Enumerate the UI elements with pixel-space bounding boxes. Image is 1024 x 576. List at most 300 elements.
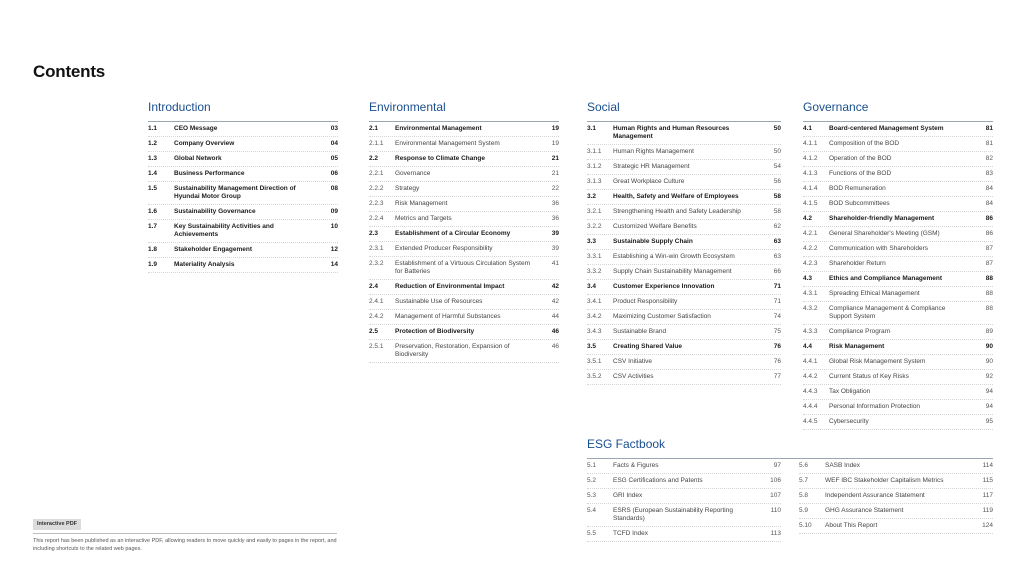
- toc-entry-number: 2.4: [369, 283, 379, 290]
- toc-entry[interactable]: [803, 197, 993, 212]
- toc-entry[interactable]: [587, 280, 781, 295]
- toc-entry-number: 1.5: [148, 185, 158, 192]
- toc-entry-page: 77: [773, 373, 781, 380]
- divider: [33, 533, 337, 534]
- interactive-pdf-text: This report has been published as an interactive PDF, allowing readers to move quickly and easily to pages in the report, and including shortcuts to the related web pages.: [33, 538, 337, 552]
- toc-entry-label: Functions of the BOD: [829, 170, 892, 177]
- toc-entry-page: 42: [551, 298, 559, 305]
- toc-entry-label: CSV Activities: [613, 373, 654, 380]
- toc-entry-number: 5.3: [587, 492, 597, 499]
- toc-entry-number: 1.7: [148, 223, 158, 230]
- toc-entry-page: 58: [773, 208, 781, 215]
- toc-entry[interactable]: [803, 272, 993, 287]
- toc-entry-label: TCFD Index: [613, 530, 649, 537]
- toc-entry[interactable]: [587, 250, 781, 265]
- toc-entry[interactable]: [369, 325, 559, 340]
- toc-entry[interactable]: [803, 340, 993, 355]
- toc-entry-label: Risk Management: [829, 343, 885, 350]
- toc-entry-page: 08: [330, 185, 338, 192]
- toc-entry-label: Global Network: [174, 155, 222, 162]
- toc-entry-label: Shareholder-friendly Management: [829, 215, 935, 222]
- toc-entry[interactable]: [369, 137, 559, 152]
- toc-entry-number: 4.2.1: [803, 230, 818, 237]
- toc-entry-page: 88: [985, 275, 993, 282]
- toc-entry-page: 09: [330, 208, 338, 215]
- toc-entry[interactable]: [148, 167, 338, 182]
- toc-entry-page: 119: [982, 507, 993, 514]
- toc-entry-label: Sustainability Management Direction of Hyundai Motor Group: [174, 185, 296, 200]
- social-section: [587, 100, 781, 385]
- toc-entry[interactable]: [369, 212, 559, 227]
- toc-entry[interactable]: [587, 527, 781, 542]
- toc-entry-page: 114: [982, 462, 993, 469]
- toc-entry-label: Establishment of a Virtuous Circulation System for Batteries: [395, 260, 530, 275]
- toc-entry-number: 3.4.3: [587, 328, 602, 335]
- toc-entry[interactable]: [587, 504, 781, 527]
- toc-entry-label: BOD Remuneration: [829, 185, 886, 192]
- introduction-heading: Introduction: [148, 100, 338, 122]
- toc-entry-page: 54: [773, 163, 781, 170]
- toc-entry-label: Strengthening Health and Safety Leadership: [613, 208, 741, 215]
- toc-entry-label: Reduction of Environmental Impact: [395, 283, 505, 290]
- toc-entry-page: 39: [551, 245, 559, 252]
- toc-entry-label: Tax Obligation: [829, 388, 871, 395]
- toc-entry[interactable]: [148, 258, 338, 273]
- toc-entry-number: 4.4.1: [803, 358, 818, 365]
- toc-entry-label: Establishment of a Circular Economy: [395, 230, 511, 237]
- toc-entry[interactable]: [369, 197, 559, 212]
- toc-entry[interactable]: [587, 160, 781, 175]
- esg-factbook-columns: [587, 459, 993, 542]
- toc-entry-page: 14: [330, 261, 338, 268]
- toc-entry-page: 21: [551, 155, 559, 162]
- toc-entry[interactable]: [799, 519, 993, 534]
- toc-entry[interactable]: [799, 504, 993, 519]
- toc-entry[interactable]: [587, 205, 781, 220]
- toc-entry-page: 90: [985, 358, 993, 365]
- toc-entry-label: Sustainability Governance: [174, 208, 256, 215]
- toc-entry-label: Company Overview: [174, 140, 235, 147]
- toc-entry-label: Cybersecurity: [829, 418, 869, 425]
- toc-entry-number: 5.5: [587, 530, 597, 537]
- toc-entry-number: 3.5: [587, 343, 597, 350]
- social-heading: Social: [587, 100, 781, 122]
- toc-entry-page: 86: [985, 215, 993, 222]
- toc-entry-number: 3.4.1: [587, 298, 602, 305]
- toc-entry-label: Environmental Management System: [395, 140, 500, 147]
- toc-entry-label: Customer Experience Innovation: [613, 283, 715, 290]
- toc-entry[interactable]: [587, 295, 781, 310]
- toc-entry[interactable]: [587, 265, 781, 280]
- toc-entry-number: 4.1.3: [803, 170, 818, 177]
- toc-entry[interactable]: [803, 355, 993, 370]
- toc-entry-number: 1.4: [148, 170, 158, 177]
- toc-entry[interactable]: [803, 212, 993, 227]
- governance-section: [803, 100, 993, 430]
- interactive-pdf-note: [33, 512, 337, 553]
- toc-entry-number: 4.1.1: [803, 140, 818, 147]
- introduction-list: [148, 122, 338, 273]
- toc-entry-page: 66: [773, 268, 781, 275]
- toc-entry-number: 5.10: [799, 522, 812, 529]
- toc-entry-page: 92: [985, 373, 993, 380]
- toc-entry-page: 56: [773, 178, 781, 185]
- toc-entry-page: 82: [985, 155, 993, 162]
- toc-entry-number: 3.3: [587, 238, 597, 245]
- toc-entry-number: 1.6: [148, 208, 158, 215]
- toc-entry-label: Composition of the BOD: [829, 140, 900, 147]
- toc-entry-page: 62: [773, 223, 781, 230]
- toc-entry-label: Sustainable Use of Resources: [395, 298, 483, 305]
- toc-entry-number: 5.9: [799, 507, 809, 514]
- toc-entry-page: 05: [330, 155, 338, 162]
- toc-entry-page: 50: [773, 125, 781, 132]
- toc-entry-number: 4.2.3: [803, 260, 818, 267]
- toc-entry-page: 74: [773, 313, 781, 320]
- toc-entry[interactable]: [803, 415, 993, 430]
- toc-entry-label: Sustainable Brand: [613, 328, 667, 335]
- toc-entry-number: 3.5.2: [587, 373, 602, 380]
- toc-entry-label: WEF IBC Stakeholder Capitalism Metrics: [825, 477, 944, 484]
- toc-entry-label: Protection of Biodiversity: [395, 328, 475, 335]
- toc-entry[interactable]: [148, 243, 338, 258]
- toc-entry[interactable]: [803, 400, 993, 415]
- toc-entry[interactable]: [369, 167, 559, 182]
- toc-entry-page: 44: [551, 313, 559, 320]
- environmental-heading: Environmental: [369, 100, 559, 122]
- toc-entry-number: 2.1.1: [369, 140, 384, 147]
- toc-entry-number: 4.1.2: [803, 155, 818, 162]
- toc-entry-number: 5.4: [587, 507, 597, 514]
- toc-entry-label: Shareholder Return: [829, 260, 886, 267]
- toc-entry[interactable]: [587, 340, 781, 355]
- toc-entry-label: Preservation, Restoration, Expansion of Biodiversity: [395, 343, 510, 358]
- toc-entry[interactable]: [803, 182, 993, 197]
- toc-entry-page: 110: [770, 507, 781, 514]
- toc-entry-number: 1.9: [148, 261, 158, 268]
- toc-entry-page: 42: [551, 283, 559, 290]
- toc-entry-page: 90: [985, 343, 993, 350]
- toc-entry[interactable]: [587, 175, 781, 190]
- toc-entry-page: 87: [985, 245, 993, 252]
- toc-entry-page: 10: [330, 223, 338, 230]
- toc-entry[interactable]: [587, 370, 781, 385]
- toc-entry-number: 2.3: [369, 230, 379, 237]
- toc-entry-number: 4.3.1: [803, 290, 818, 297]
- toc-entry-number: 5.6: [799, 462, 809, 469]
- toc-entry-number: 3.1.3: [587, 178, 602, 185]
- environmental-list: [369, 122, 559, 363]
- toc-entry-number: 3.1.2: [587, 163, 602, 170]
- toc-entry-number: 4.4.5: [803, 418, 818, 425]
- toc-entry-number: 3.4: [587, 283, 597, 290]
- toc-entry-label: General Shareholder's Meeting (GSM): [829, 230, 940, 237]
- toc-entry-number: 2.5: [369, 328, 379, 335]
- toc-entry-label: Environmental Management: [395, 125, 482, 132]
- toc-entry-number: 4.1.4: [803, 185, 818, 192]
- toc-entry[interactable]: [799, 459, 993, 474]
- toc-entry-page: 84: [985, 185, 993, 192]
- toc-entry-label: About This Report: [825, 522, 878, 529]
- toc-entry-page: 76: [773, 343, 781, 350]
- toc-entry[interactable]: [587, 190, 781, 205]
- toc-entry-label: Operation of the BOD: [829, 155, 892, 162]
- toc-entry-number: 1.3: [148, 155, 158, 162]
- toc-entry[interactable]: [587, 145, 781, 160]
- toc-entry-page: 50: [773, 148, 781, 155]
- toc-entry-page: 04: [330, 140, 338, 147]
- toc-entry-number: 3.2.2: [587, 223, 602, 230]
- toc-entry-label: Sustainable Supply Chain: [613, 238, 693, 245]
- toc-entry-label: Human Rights and Human Resources Management: [613, 125, 730, 140]
- toc-entry[interactable]: [803, 227, 993, 242]
- toc-entry-label: Key Sustainability Activities and Achievements: [174, 223, 274, 238]
- toc-entry-number: 3.3.2: [587, 268, 602, 275]
- toc-entry-page: 89: [985, 328, 993, 335]
- toc-entry-label: Maximizing Customer Satisfaction: [613, 313, 711, 320]
- toc-entry-page: 84: [985, 200, 993, 207]
- toc-entry-page: 107: [770, 492, 781, 499]
- toc-entry-label: Ethics and Compliance Management: [829, 275, 943, 282]
- toc-entry-label: Stakeholder Engagement: [174, 246, 253, 253]
- esg-factbook-list-left: [587, 459, 781, 542]
- toc-entry[interactable]: [587, 489, 781, 504]
- interactive-pdf-badge: Interactive PDF: [33, 519, 81, 530]
- toc-entry-page: 83: [985, 170, 993, 177]
- toc-entry-number: 5.8: [799, 492, 809, 499]
- toc-entry-label: Current Status of Key Risks: [829, 373, 909, 380]
- toc-entry[interactable]: [803, 152, 993, 167]
- toc-entry-number: 4.2.2: [803, 245, 818, 252]
- toc-entry-page: 88: [985, 305, 993, 312]
- toc-entry-label: Governance: [395, 170, 431, 177]
- toc-entry-label: Product Responsibility: [613, 298, 678, 305]
- toc-entry-page: 115: [982, 477, 993, 484]
- toc-entry-page: 71: [773, 298, 781, 305]
- toc-entry[interactable]: [587, 474, 781, 489]
- toc-entry[interactable]: [587, 459, 781, 474]
- toc-entry-label: Metrics and Targets: [395, 215, 452, 222]
- toc-entry-number: 5.1: [587, 462, 597, 469]
- toc-entry[interactable]: [587, 220, 781, 235]
- toc-entry[interactable]: [799, 474, 993, 489]
- toc-entry[interactable]: [148, 182, 338, 205]
- toc-entry[interactable]: [803, 287, 993, 302]
- toc-entry-page: 124: [982, 522, 993, 529]
- toc-entry-number: 5.7: [799, 477, 809, 484]
- toc-entry-number: 3.2: [587, 193, 597, 200]
- toc-entry[interactable]: [803, 302, 993, 325]
- toc-entry-label: Extended Producer Responsibility: [395, 245, 493, 252]
- toc-entry-label: CEO Message: [174, 125, 218, 132]
- toc-entry-number: 3.5.1: [587, 358, 602, 365]
- toc-entry-page: 95: [985, 418, 993, 425]
- toc-entry-number: 2.3.1: [369, 245, 384, 252]
- toc-entry-label: Response to Climate Change: [395, 155, 485, 162]
- toc-entry[interactable]: [587, 325, 781, 340]
- toc-entry-page: 46: [551, 343, 559, 350]
- toc-entry-label: Personal Information Protection: [829, 403, 921, 410]
- toc-entry-number: 2.3.2: [369, 260, 384, 267]
- toc-entry-number: 1.2: [148, 140, 158, 147]
- toc-entry-label: GRI Index: [613, 492, 643, 499]
- toc-entry-page: 94: [985, 388, 993, 395]
- toc-entry-page: 06: [330, 170, 338, 177]
- toc-entry[interactable]: [803, 137, 993, 152]
- toc-entry-page: 76: [773, 358, 781, 365]
- toc-entry-page: 19: [551, 140, 559, 147]
- toc-entry-page: 39: [551, 230, 559, 237]
- toc-entry-number: 2.1: [369, 125, 379, 132]
- social-list: [587, 122, 781, 385]
- toc-entry-number: 2.2.3: [369, 200, 384, 207]
- toc-entry[interactable]: [148, 152, 338, 167]
- toc-entry[interactable]: [587, 310, 781, 325]
- environmental-section: [369, 100, 559, 363]
- toc-entry-label: Communication with Shareholders: [829, 245, 928, 252]
- toc-entry-page: 03: [330, 125, 338, 132]
- toc-entry-number: 5.2: [587, 477, 597, 484]
- toc-entry-number: 2.2.2: [369, 185, 384, 192]
- toc-entry-page: 36: [551, 215, 559, 222]
- toc-entry-label: Materiality Analysis: [174, 261, 235, 268]
- governance-list: [803, 122, 993, 430]
- toc-entry-number: 4.3.2: [803, 305, 818, 312]
- toc-entry-page: 113: [770, 530, 781, 537]
- toc-entry-number: 2.2.4: [369, 215, 384, 222]
- toc-entry[interactable]: [803, 167, 993, 182]
- toc-entry-page: 75: [773, 328, 781, 335]
- toc-entry-number: 3.4.2: [587, 313, 602, 320]
- toc-entry[interactable]: [148, 205, 338, 220]
- toc-entry-number: 2.4.2: [369, 313, 384, 320]
- toc-entry-page: 86: [985, 230, 993, 237]
- toc-entry[interactable]: [369, 280, 559, 295]
- toc-entry-number: 4.4.4: [803, 403, 818, 410]
- toc-entry-number: 2.4.1: [369, 298, 384, 305]
- toc-entry-page: 94: [985, 403, 993, 410]
- toc-entry-label: Compliance Program: [829, 328, 891, 335]
- toc-entry-page: 19: [551, 125, 559, 132]
- toc-entry[interactable]: [587, 235, 781, 250]
- toc-entry-number: 3.1.1: [587, 148, 602, 155]
- toc-entry-label: GHG Assurance Statement: [825, 507, 904, 514]
- toc-entry-page: 117: [982, 492, 993, 499]
- toc-entry[interactable]: [148, 220, 338, 243]
- toc-entry-number: 2.2: [369, 155, 379, 162]
- toc-entry[interactable]: [369, 182, 559, 197]
- toc-entry-label: Strategic HR Management: [613, 163, 690, 170]
- toc-entry-number: 4.4.3: [803, 388, 818, 395]
- toc-entry-label: Great Workplace Culture: [613, 178, 685, 185]
- toc-entry[interactable]: [803, 122, 993, 137]
- toc-entry[interactable]: [369, 295, 559, 310]
- toc-entry-page: 106: [770, 477, 781, 484]
- toc-entry-number: 4.3: [803, 275, 813, 282]
- toc-entry-number: 2.5.1: [369, 343, 384, 350]
- toc-entry-number: 4.4.2: [803, 373, 818, 380]
- toc-entry[interactable]: [369, 242, 559, 257]
- toc-entry-number: 4.2: [803, 215, 813, 222]
- toc-entry-number: 4.1.5: [803, 200, 818, 207]
- toc-entry[interactable]: [369, 152, 559, 167]
- toc-entry[interactable]: [803, 257, 993, 272]
- toc-entry[interactable]: [799, 489, 993, 504]
- toc-entry[interactable]: [369, 227, 559, 242]
- toc-entry[interactable]: [369, 310, 559, 325]
- toc-entry-number: 4.1: [803, 125, 813, 132]
- toc-entry-number: 3.2.1: [587, 208, 602, 215]
- toc-entry[interactable]: [803, 370, 993, 385]
- toc-entry[interactable]: [148, 137, 338, 152]
- toc-entry-label: Strategy: [395, 185, 420, 192]
- esg-factbook-heading: ESG Factbook: [587, 437, 993, 459]
- toc-entry-label: ESG Certifications and Patents: [613, 477, 703, 484]
- toc-entry[interactable]: [587, 122, 781, 145]
- toc-entry-page: 81: [985, 125, 993, 132]
- esg-factbook-section: [587, 437, 993, 542]
- toc-entry[interactable]: [803, 385, 993, 400]
- toc-entry-label: Risk Management: [395, 200, 448, 207]
- toc-entry-label: SASB Index: [825, 462, 861, 469]
- toc-entry-page: 22: [551, 185, 559, 192]
- introduction-section: [148, 100, 338, 273]
- toc-entry-page: 97: [773, 462, 781, 469]
- toc-entry[interactable]: [369, 340, 559, 363]
- toc-entry-label: BOD Subcommittees: [829, 200, 890, 207]
- toc-entry[interactable]: [803, 242, 993, 257]
- toc-entry-page: 46: [551, 328, 559, 335]
- toc-entry-label: CSV Initiative: [613, 358, 653, 365]
- toc-entry-label: Customized Welfare Benefits: [613, 223, 697, 230]
- toc-entry-label: Supply Chain Sustainability Management: [613, 268, 732, 275]
- toc-entry-page: 63: [773, 238, 781, 245]
- esg-factbook-list-right: [799, 459, 993, 542]
- toc-entry-number: 4.3.3: [803, 328, 818, 335]
- toc-entry-page: 36: [551, 200, 559, 207]
- toc-entry-page: 58: [773, 193, 781, 200]
- toc-entry-label: Global Risk Management System: [829, 358, 926, 365]
- toc-entry-page: 88: [985, 290, 993, 297]
- toc-entry-number: 3.3.1: [587, 253, 602, 260]
- toc-entry-label: ESRS (European Sustainability Reporting Standards): [613, 507, 733, 522]
- toc-entry-number: 1.8: [148, 246, 158, 253]
- toc-entry[interactable]: [803, 325, 993, 340]
- toc-entry[interactable]: [369, 122, 559, 137]
- toc-entry[interactable]: [587, 355, 781, 370]
- toc-entry-page: 41: [551, 260, 559, 267]
- toc-entry[interactable]: [148, 122, 338, 137]
- toc-entry[interactable]: [369, 257, 559, 280]
- toc-entry-label: Spreading Ethical Management: [829, 290, 920, 297]
- toc-entry-label: Board-centered Management System: [829, 125, 944, 132]
- toc-entry-label: Health, Safety and Welfare of Employees: [613, 193, 739, 200]
- toc-entry-number: 1.1: [148, 125, 158, 132]
- toc-entry-label: Management of Harmful Substances: [395, 313, 501, 320]
- toc-entry-label: Compliance Management & Compliance Support System: [829, 305, 946, 320]
- governance-heading: Governance: [803, 100, 993, 122]
- toc-entry-label: Creating Shared Value: [613, 343, 682, 350]
- toc-entry-page: 71: [773, 283, 781, 290]
- toc-entry-page: 12: [330, 246, 338, 253]
- page-title: Contents: [33, 62, 106, 81]
- toc-entry-page: 87: [985, 260, 993, 267]
- toc-entry-page: 81: [985, 140, 993, 147]
- toc-entry-number: 2.2.1: [369, 170, 384, 177]
- toc-entry-number: 3.1: [587, 125, 597, 132]
- toc-entry-label: Human Rights Management: [613, 148, 694, 155]
- toc-entry-page: 21: [551, 170, 559, 177]
